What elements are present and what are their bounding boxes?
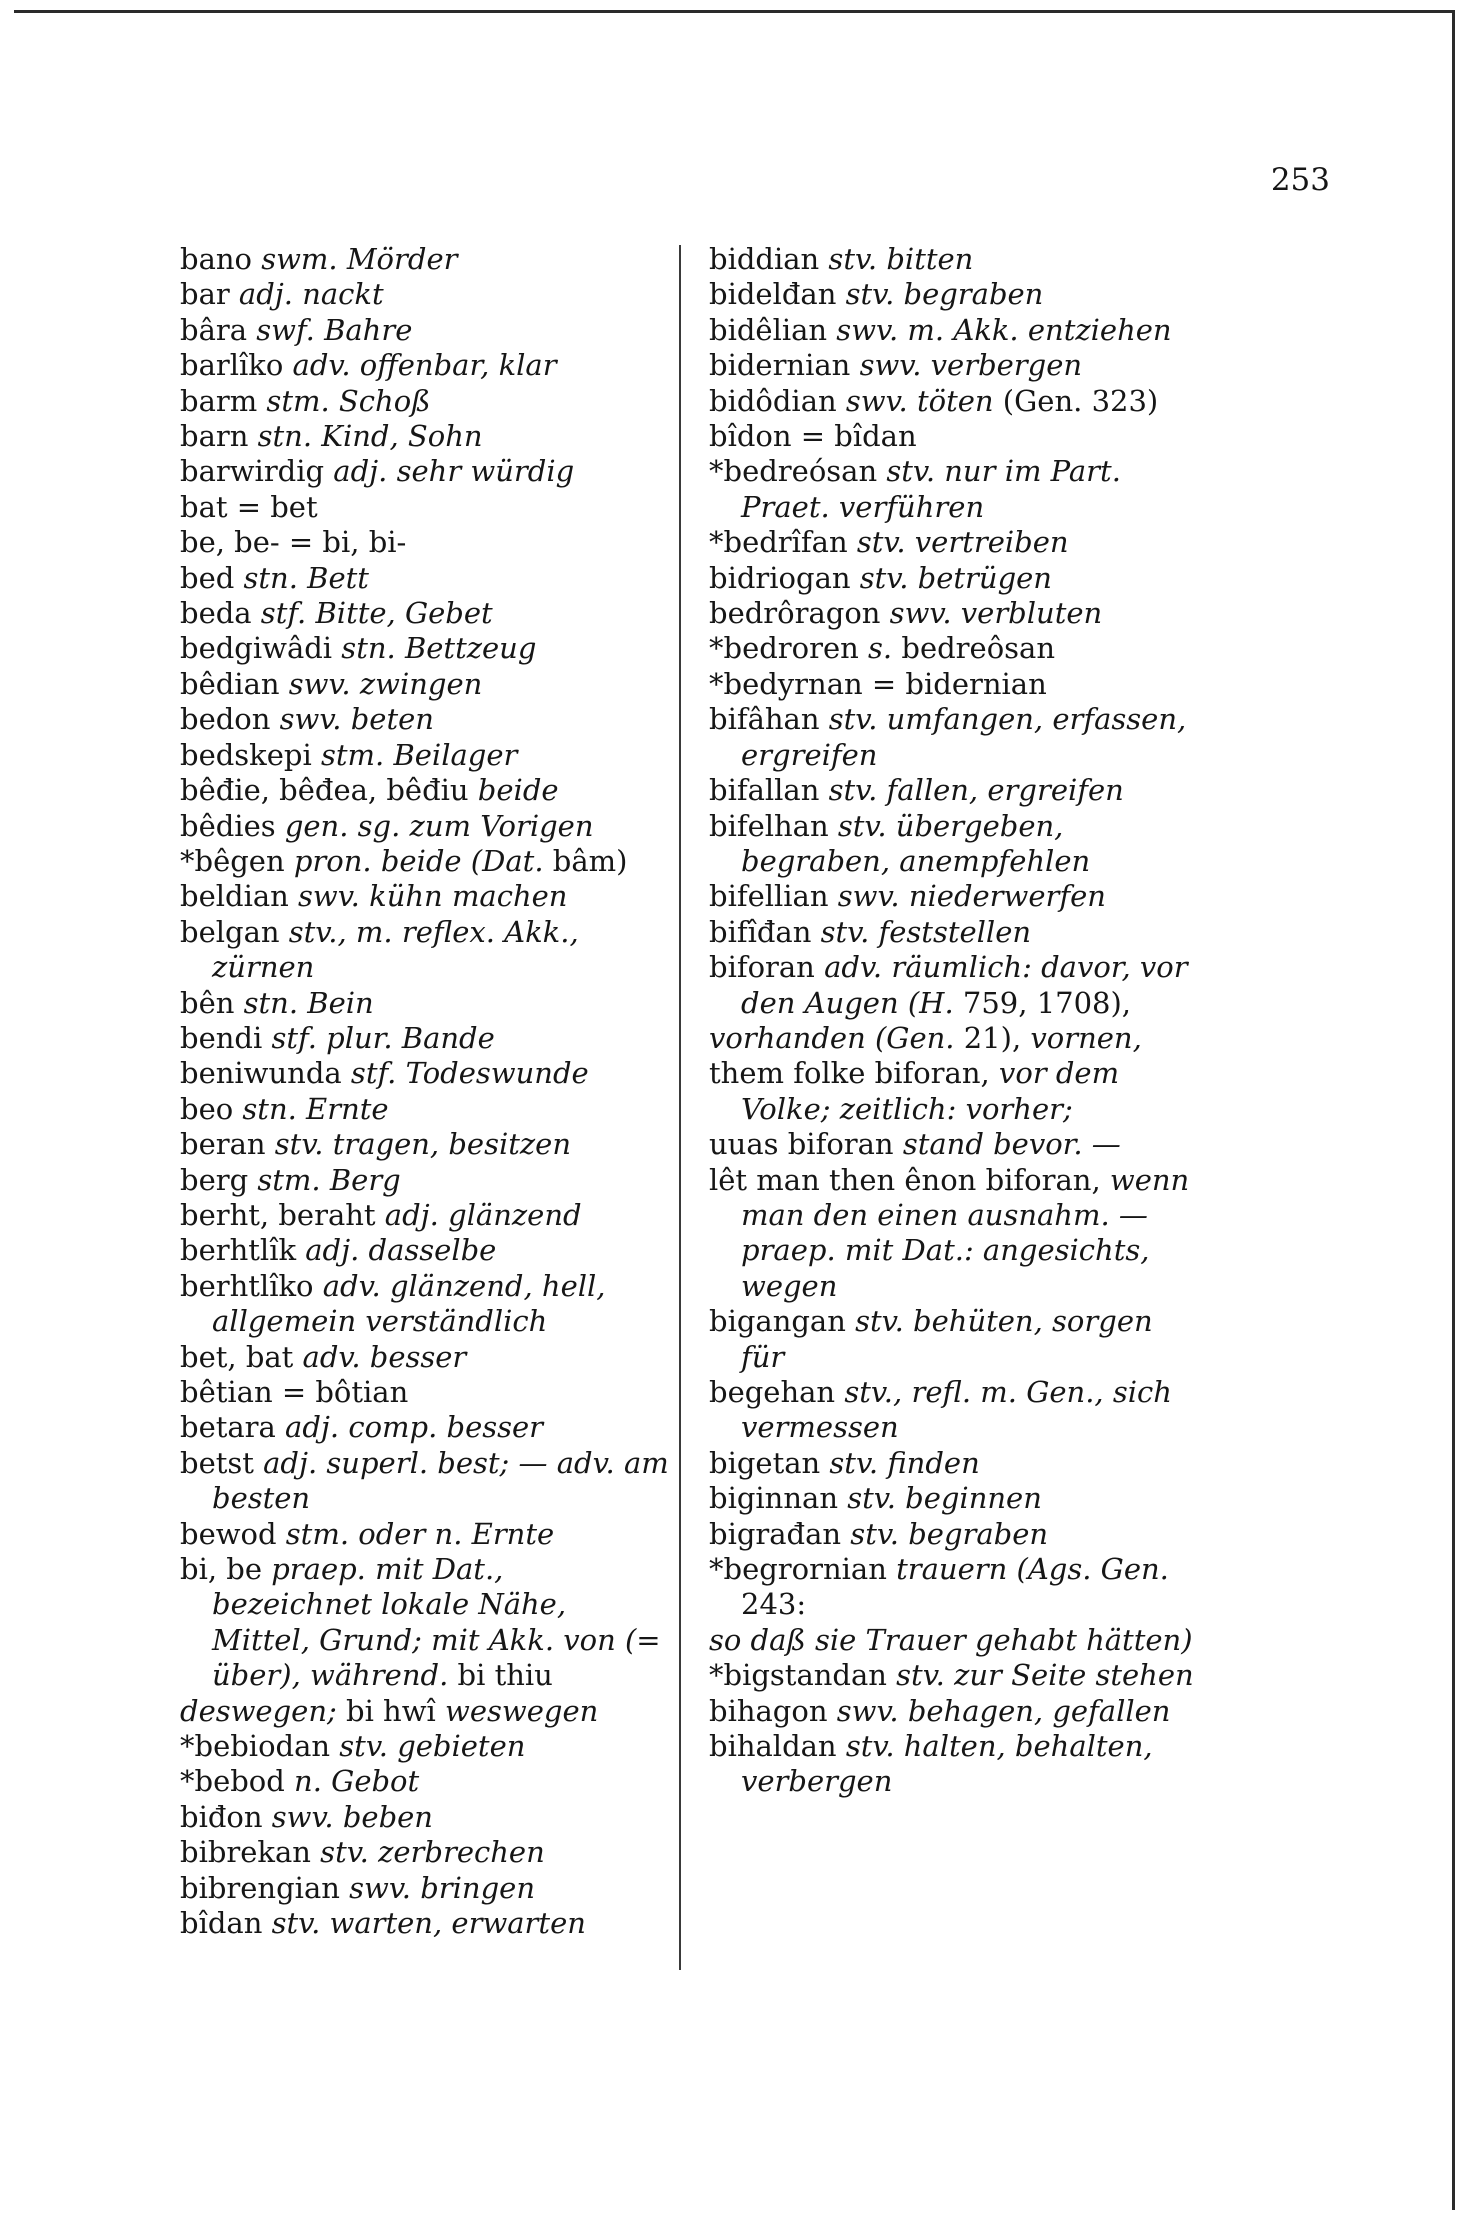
entry-gloss: swf. Bahre bbox=[247, 312, 413, 347]
entry-headword: bed bbox=[180, 560, 235, 595]
entry-text: 243: bbox=[741, 1587, 807, 1622]
entry-headword: begehan bbox=[709, 1375, 836, 1409]
entry-gloss: stm. Schoß bbox=[257, 383, 431, 418]
entry-headword: bêđie, bêđea, bêđiu bbox=[180, 773, 469, 808]
entry-headword: beo bbox=[180, 1091, 234, 1126]
entry-headword: biddian bbox=[709, 242, 820, 276]
entry-text: bâm) bbox=[543, 843, 628, 878]
entry-headword: bihagon bbox=[709, 1693, 828, 1728]
entry-headword: bidelđan bbox=[709, 277, 837, 312]
dictionary-entry bbox=[180, 490, 670, 525]
dictionary-entry bbox=[709, 950, 1194, 1021]
entry-gloss-continued: vor dem Volke; zeitlich: vorher; bbox=[741, 1056, 1120, 1126]
dictionary-entry bbox=[180, 1233, 670, 1268]
dictionary-entry bbox=[180, 631, 670, 666]
entry-headword: betst bbox=[180, 1445, 254, 1480]
entry-headword: bidôdian bbox=[709, 383, 837, 418]
entry-gloss: swv. töten bbox=[836, 383, 994, 418]
entry-headword: bibrekan bbox=[180, 1835, 311, 1870]
entry-headword: biforan bbox=[709, 950, 815, 985]
entry-gloss: adv. offenbar, klar bbox=[283, 348, 557, 383]
entry-gloss-continued: stand bevor. — bbox=[893, 1127, 1121, 1162]
entry-gloss: adj. sehr würdig bbox=[324, 454, 575, 489]
entry-gloss-continued: vornen, bbox=[1021, 1020, 1142, 1055]
dictionary-entry bbox=[709, 277, 1194, 312]
dictionary-entry bbox=[180, 1410, 670, 1445]
dictionary-entry bbox=[709, 384, 1194, 419]
dictionary-entry bbox=[709, 1481, 1194, 1516]
entry-headword: bihaldan bbox=[709, 1729, 837, 1764]
dictionary-entry bbox=[180, 1517, 670, 1552]
dictionary-entry bbox=[180, 1764, 670, 1799]
entry-text: bi hwî bbox=[336, 1693, 436, 1728]
entry-gloss: n. Gebot bbox=[284, 1764, 420, 1799]
entry-headword: *bigstandan bbox=[709, 1658, 887, 1693]
entry-gloss: swv. zwingen bbox=[279, 666, 483, 701]
entry-headword: bîdon = bîdan bbox=[709, 419, 917, 454]
entry-headword: bedrôragon bbox=[709, 596, 881, 631]
dictionary-entry bbox=[180, 561, 670, 596]
page-right-edge bbox=[1452, 10, 1455, 2210]
dictionary-entry bbox=[180, 1056, 670, 1091]
dictionary-entry bbox=[180, 809, 670, 844]
entry-headword: belgan bbox=[180, 914, 280, 949]
dictionary-entry bbox=[180, 1021, 670, 1056]
entry-gloss: stv. beginnen bbox=[838, 1481, 1042, 1516]
entry-headword: biginnan bbox=[709, 1481, 838, 1516]
dictionary-entry bbox=[180, 348, 670, 383]
entry-gloss: adj. comp. besser bbox=[275, 1410, 544, 1445]
dictionary-entry bbox=[180, 1729, 670, 1764]
entry-headword: bewod bbox=[180, 1516, 277, 1551]
right-column bbox=[709, 242, 1194, 1800]
entry-gloss: stv., refl. m. Gen., sich vermessen bbox=[741, 1375, 1172, 1445]
dictionary-entry bbox=[180, 384, 670, 419]
dictionary-entry bbox=[180, 879, 670, 914]
dictionary-entry bbox=[180, 242, 670, 277]
entry-gloss: adv. glänzend, hell, allgemein verständlich bbox=[212, 1268, 606, 1339]
entry-gloss: so daß sie Trauer gehabt hätten) bbox=[709, 1622, 1193, 1657]
entry-gloss: adj. glänzend bbox=[375, 1197, 582, 1232]
dictionary-entry bbox=[709, 1658, 1194, 1693]
entry-gloss: stm. Berg bbox=[248, 1162, 401, 1197]
dictionary-entry bbox=[180, 1127, 670, 1162]
entry-gloss: stv. behüten, sorgen für bbox=[741, 1304, 1153, 1374]
dictionary-entry bbox=[180, 773, 670, 808]
column-divider bbox=[679, 245, 681, 1970]
entry-gloss: swv. behagen, gefallen bbox=[827, 1693, 1171, 1728]
entry-headword: berhtlîko bbox=[180, 1268, 314, 1303]
dictionary-entry bbox=[709, 1127, 1194, 1162]
dictionary-entry bbox=[180, 1340, 670, 1375]
dictionary-entry bbox=[709, 1517, 1194, 1552]
entry-headword: *bedyrnan = bidernian bbox=[709, 666, 1047, 701]
dictionary-entry bbox=[180, 1552, 670, 1694]
dictionary-entry bbox=[180, 1835, 670, 1870]
dictionary-entry bbox=[709, 454, 1194, 525]
entry-text: (Gen. 323) bbox=[993, 383, 1159, 418]
dictionary-entry bbox=[180, 1198, 670, 1233]
dictionary-entry bbox=[180, 1092, 670, 1127]
entry-headword: bendi bbox=[180, 1020, 263, 1055]
entry-gloss: stf. Todeswunde bbox=[341, 1056, 589, 1091]
entry-headword: *bebiodan bbox=[180, 1729, 331, 1764]
entry-gloss: beide bbox=[468, 773, 559, 808]
dictionary-entry bbox=[709, 1623, 1194, 1658]
entry-gloss: praep. mit Dat., bezeichnet lokale Nähe, Mittel, Grund; mit Akk. von (= über), während. bbox=[212, 1552, 661, 1693]
dictionary-entry bbox=[180, 1800, 670, 1835]
dictionary-entry bbox=[180, 313, 670, 348]
entry-headword: bigetan bbox=[709, 1445, 821, 1480]
entry-headword: bedskepi bbox=[180, 737, 312, 772]
dictionary-entry bbox=[180, 454, 670, 489]
entry-gloss: stv. zur Seite stehen bbox=[886, 1658, 1194, 1693]
dictionary-entry bbox=[709, 702, 1194, 773]
entry-headword: beniwunda bbox=[180, 1056, 342, 1091]
entry-headword: barm bbox=[180, 383, 258, 418]
entry-gloss: stv. betrügen bbox=[850, 560, 1052, 595]
entry-text: them folke biforan, bbox=[709, 1056, 990, 1091]
entry-headword: *begrornian bbox=[709, 1552, 887, 1587]
dictionary-entry bbox=[709, 1552, 1194, 1623]
entry-headword: berhtlîk bbox=[180, 1233, 297, 1268]
entry-gloss: swv. niederwerfen bbox=[828, 879, 1106, 914]
entry-headword: bâra bbox=[180, 312, 248, 347]
entry-gloss: adj. dasselbe bbox=[296, 1233, 497, 1268]
entry-gloss: adv. räumlich: davor, vor den Augen (H. bbox=[741, 950, 1188, 1020]
dictionary-entry bbox=[709, 1375, 1194, 1446]
entry-gloss: stv. gebieten bbox=[330, 1729, 526, 1764]
dictionary-entry bbox=[709, 631, 1194, 666]
entry-headword: berg bbox=[180, 1162, 249, 1197]
entry-gloss: stv. finden bbox=[820, 1445, 980, 1480]
dictionary-entry bbox=[180, 738, 670, 773]
dictionary-entry bbox=[180, 1694, 670, 1729]
entry-headword: bidernian bbox=[709, 348, 851, 383]
dictionary-entry bbox=[180, 844, 670, 879]
entry-headword: betara bbox=[180, 1410, 276, 1445]
entry-headword: barn bbox=[180, 419, 249, 454]
entry-gloss: trauern (Ags. Gen. bbox=[886, 1552, 1169, 1587]
entry-text: 759, 1708), bbox=[953, 985, 1132, 1020]
entry-gloss-continued: wenn man den einen ausnahm. — praep. mit Dat.: angesichts, wegen bbox=[741, 1162, 1190, 1303]
dictionary-entry bbox=[180, 667, 670, 702]
dictionary-entry bbox=[709, 1163, 1194, 1305]
dictionary-entry bbox=[709, 525, 1194, 560]
entry-headword: bifelhan bbox=[709, 808, 829, 843]
entry-headword: berht, beraht bbox=[180, 1197, 376, 1232]
entry-headword: bano bbox=[180, 242, 252, 276]
dictionary-entry bbox=[180, 277, 670, 312]
entry-gloss: s. bbox=[858, 631, 893, 666]
entry-headword: bidêlian bbox=[709, 312, 828, 347]
dictionary-entry bbox=[180, 986, 670, 1021]
dictionary-entry bbox=[180, 1269, 670, 1340]
entry-headword: bîdan bbox=[180, 1906, 263, 1941]
dictionary-entry bbox=[180, 1446, 670, 1517]
entry-gloss: stv. nur im Part. Praet. verführen bbox=[741, 454, 1121, 524]
dictionary-entry bbox=[709, 773, 1194, 808]
entry-gloss: adj. superl. best; — adv. am besten bbox=[212, 1445, 669, 1516]
entry-headword: *bedreósan bbox=[709, 454, 878, 489]
dictionary-entry bbox=[709, 1694, 1194, 1729]
entry-headword: bêdian bbox=[180, 666, 280, 701]
dictionary-entry bbox=[709, 1021, 1194, 1056]
dictionary-entry bbox=[709, 879, 1194, 914]
entry-gloss: swv. verbergen bbox=[850, 348, 1083, 383]
dictionary-entry bbox=[180, 702, 670, 737]
entry-gloss: stv. feststellen bbox=[811, 914, 1032, 949]
entry-headword: barlîko bbox=[180, 348, 284, 383]
entry-gloss: stv. übergeben, begraben, anempfehlen bbox=[741, 808, 1091, 878]
dictionary-entry bbox=[180, 1906, 670, 1941]
entry-headword: beldian bbox=[180, 879, 289, 914]
entry-headword: bifâhan bbox=[709, 702, 820, 737]
entry-headword: bet, bat bbox=[180, 1339, 294, 1374]
entry-gloss: stv. vertreiben bbox=[847, 525, 1069, 560]
entry-headword: *bebod bbox=[180, 1764, 285, 1799]
entry-headword: bat = bet bbox=[180, 489, 318, 524]
dictionary-entry bbox=[180, 915, 670, 986]
entry-gloss: stn. Bett bbox=[234, 560, 369, 595]
entry-gloss: stm. oder n. Ernte bbox=[276, 1516, 555, 1551]
entry-headword: bi, be bbox=[180, 1552, 263, 1587]
entry-gloss: deswegen; bbox=[180, 1693, 337, 1728]
entry-text: 21), bbox=[954, 1020, 1022, 1055]
entry-gloss: stv. halten, behalten, verbergen bbox=[741, 1729, 1153, 1799]
entry-gloss: stn. Ernte bbox=[233, 1091, 389, 1126]
entry-gloss: adj. nackt bbox=[229, 277, 384, 312]
entry-gloss: stm. Beilager bbox=[311, 737, 518, 772]
entry-headword: bar bbox=[180, 277, 230, 312]
entry-headword: barwirdig bbox=[180, 454, 325, 489]
entry-gloss: adv. besser bbox=[293, 1339, 467, 1374]
entry-headword: bifallan bbox=[709, 773, 820, 808]
entry-gloss: stn. Bettzeug bbox=[332, 631, 537, 666]
entry-gloss: stn. Kind, Sohn bbox=[248, 419, 483, 454]
dictionary-entry bbox=[709, 348, 1194, 383]
entry-headword: bigrađan bbox=[709, 1516, 842, 1551]
entry-headword: *bêgen bbox=[180, 843, 285, 878]
entry-headword: bên bbox=[180, 985, 235, 1020]
entry-gloss: swv. beben bbox=[262, 1799, 433, 1834]
entry-headword: bêtian = bôtian bbox=[180, 1375, 409, 1409]
entry-gloss: gen. sg. zum Vorigen bbox=[275, 808, 594, 843]
entry-gloss: swv. verbluten bbox=[880, 596, 1103, 631]
left-column bbox=[180, 242, 670, 1942]
entry-headword: beda bbox=[180, 596, 252, 631]
entry-gloss: swv. kühn machen bbox=[288, 879, 568, 914]
entry-gloss-continued: weswegen bbox=[435, 1693, 599, 1728]
dictionary-entry bbox=[709, 667, 1194, 702]
entry-gloss: stv. begraben bbox=[836, 277, 1044, 312]
entry-gloss: pron. beide (Dat. bbox=[284, 843, 544, 878]
dictionary-entry bbox=[709, 915, 1194, 950]
entry-headword: biđon bbox=[180, 1799, 263, 1834]
entry-text: bi thiu bbox=[448, 1658, 553, 1693]
entry-headword: bigangan bbox=[709, 1304, 846, 1339]
entry-text: bedreôsan bbox=[892, 631, 1055, 666]
entry-headword: *bedrîfan bbox=[709, 525, 848, 560]
entry-headword: bifellian bbox=[709, 879, 829, 914]
dictionary-entry bbox=[180, 525, 670, 560]
dictionary-entry bbox=[180, 1163, 670, 1198]
dictionary-entry bbox=[709, 1056, 1194, 1127]
entry-headword: be, be- = bi, bi- bbox=[180, 525, 407, 560]
page-top-edge bbox=[14, 10, 1454, 13]
entry-headword: bêdies bbox=[180, 808, 276, 843]
dictionary-entry bbox=[709, 313, 1194, 348]
entry-gloss: swv. beten bbox=[270, 702, 434, 737]
entry-gloss: stv. begraben bbox=[841, 1516, 1049, 1551]
entry-gloss: stn. Bein bbox=[234, 985, 374, 1020]
entry-gloss: stv. fallen, ergreifen bbox=[819, 773, 1124, 808]
dictionary-entry bbox=[180, 1871, 670, 1906]
dictionary-entry bbox=[709, 561, 1194, 596]
dictionary-entry bbox=[709, 596, 1194, 631]
entry-headword: bifîđan bbox=[709, 914, 812, 949]
entry-headword: bedgiwâdi bbox=[180, 631, 333, 666]
dictionary-entry bbox=[180, 1375, 670, 1410]
entry-headword: bidriogan bbox=[709, 560, 851, 595]
entry-headword: bedon bbox=[180, 702, 271, 737]
entry-gloss: stv., m. reflex. Akk., zürnen bbox=[212, 914, 579, 985]
entry-gloss: stf. Bitte, Gebet bbox=[251, 596, 493, 631]
entry-gloss: stv. umfangen, erfassen, ergreifen bbox=[741, 702, 1187, 772]
dictionary-entry bbox=[709, 809, 1194, 880]
entry-text: uuas biforan bbox=[709, 1127, 894, 1162]
entry-gloss: stv. zerbrechen bbox=[310, 1835, 545, 1870]
dictionary-entry bbox=[709, 1304, 1194, 1375]
dictionary-entry bbox=[180, 419, 670, 454]
entry-gloss: swv. m. Akk. entziehen bbox=[827, 312, 1172, 347]
entry-headword: bibrengian bbox=[180, 1870, 340, 1905]
page-number: 253 bbox=[1270, 162, 1330, 198]
entry-gloss: stv. bitten bbox=[819, 242, 974, 276]
entry-gloss: stv. tragen, besitzen bbox=[265, 1127, 571, 1162]
entry-gloss: swm. Mörder bbox=[252, 242, 458, 276]
entry-headword: beran bbox=[180, 1127, 266, 1162]
entry-text: lêt man then ênon biforan, bbox=[709, 1162, 1101, 1197]
entry-gloss: vorhanden (Gen. bbox=[709, 1020, 955, 1055]
dictionary-entry bbox=[709, 419, 1194, 454]
dictionary-entry bbox=[709, 1729, 1194, 1800]
entry-headword: *bedroren bbox=[709, 631, 859, 666]
entry-gloss: swv. bringen bbox=[339, 1870, 536, 1905]
dictionary-entry bbox=[709, 242, 1194, 277]
dictionary-entry bbox=[180, 596, 670, 631]
entry-gloss: stf. plur. Bande bbox=[262, 1020, 495, 1055]
entry-gloss: stv. warten, erwarten bbox=[262, 1906, 586, 1941]
dictionary-entry bbox=[709, 1446, 1194, 1481]
